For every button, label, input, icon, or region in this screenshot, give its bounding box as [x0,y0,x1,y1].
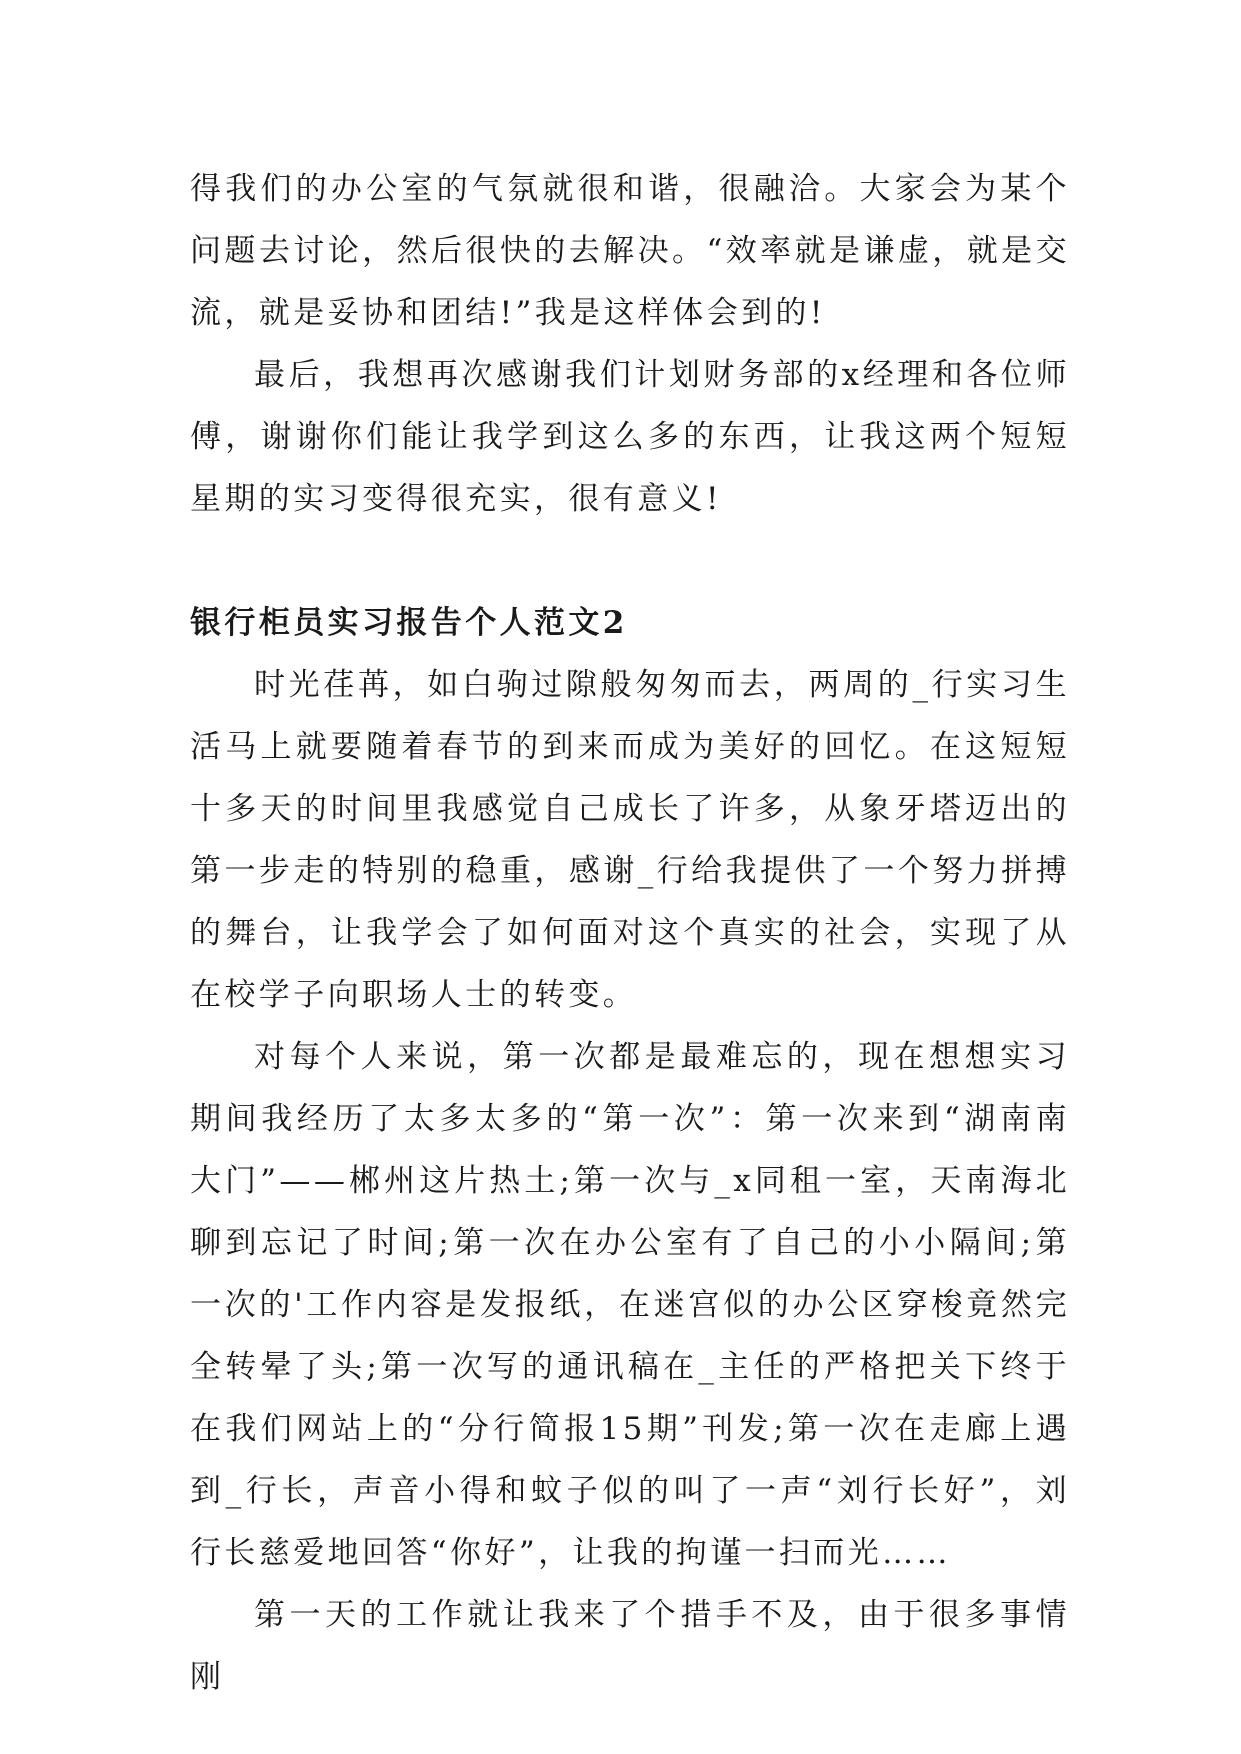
paragraph-office-atmosphere: 得我们的办公室的气氛就很和谐，很融洽。大家会为某个问题去讨论，然后很快的去解决。“效率就是谦虚，就是交流，就是妥协和团结!”我是这样体会到的! [190,171,1070,331]
section-spacer [190,530,1070,592]
paragraph-first-day: 第一天的工作就让我来了个措手不及，由于很多事情刚 [190,1597,1070,1695]
section-title: 银行柜员实习报告个人范文2 [190,605,628,641]
document-body [190,158,1070,1708]
paragraph-time-flies: 时光荏苒，如白驹过隙般匆匆而去，两周的_行实习生活马上就要随着春节的到来而成为美好的回忆。在这短短十多天的时间里我感觉自己成长了许多，从象牙塔迈出的第一步走的特别的稳重，感谢_行给我提供了一个努力拼搏的舞台，让我学会了如何面对这个真实的社会，实现了从在校学子向职场人士的转变。 [190,667,1070,1013]
paragraph-first-times: 对每个人来说，第一次都是最难忘的，现在想想实习期间我经历了太多太多的“第一次”：第一次来到“湖南南大门”——郴州这片热土;第一次与_x同租一室，天南海北聊到忘记了时间;第一次在办公室有了自己的小小隔间;第一次的'工作内容是发报纸，在迷宫似的办公区穿梭竟然完全转晕了头;第一次写的通讯稿在_主任的严格把关下终于在我们网站上的“分行简报15期”刊发;第一次在走廊上遇到_行长，声音小得和蚊子似的叫了一声“刘行长好”，刘行长慈爱地回答“你好”，让我的拘谨一扫而光…… [190,1039,1070,1571]
paragraph-thanks: 最后，我想再次感谢我们计划财务部的x经理和各位师傅，谢谢你们能让我学到这么多的东西，让我这两个短短星期的实习变得很充实，很有意义! [190,357,1070,517]
